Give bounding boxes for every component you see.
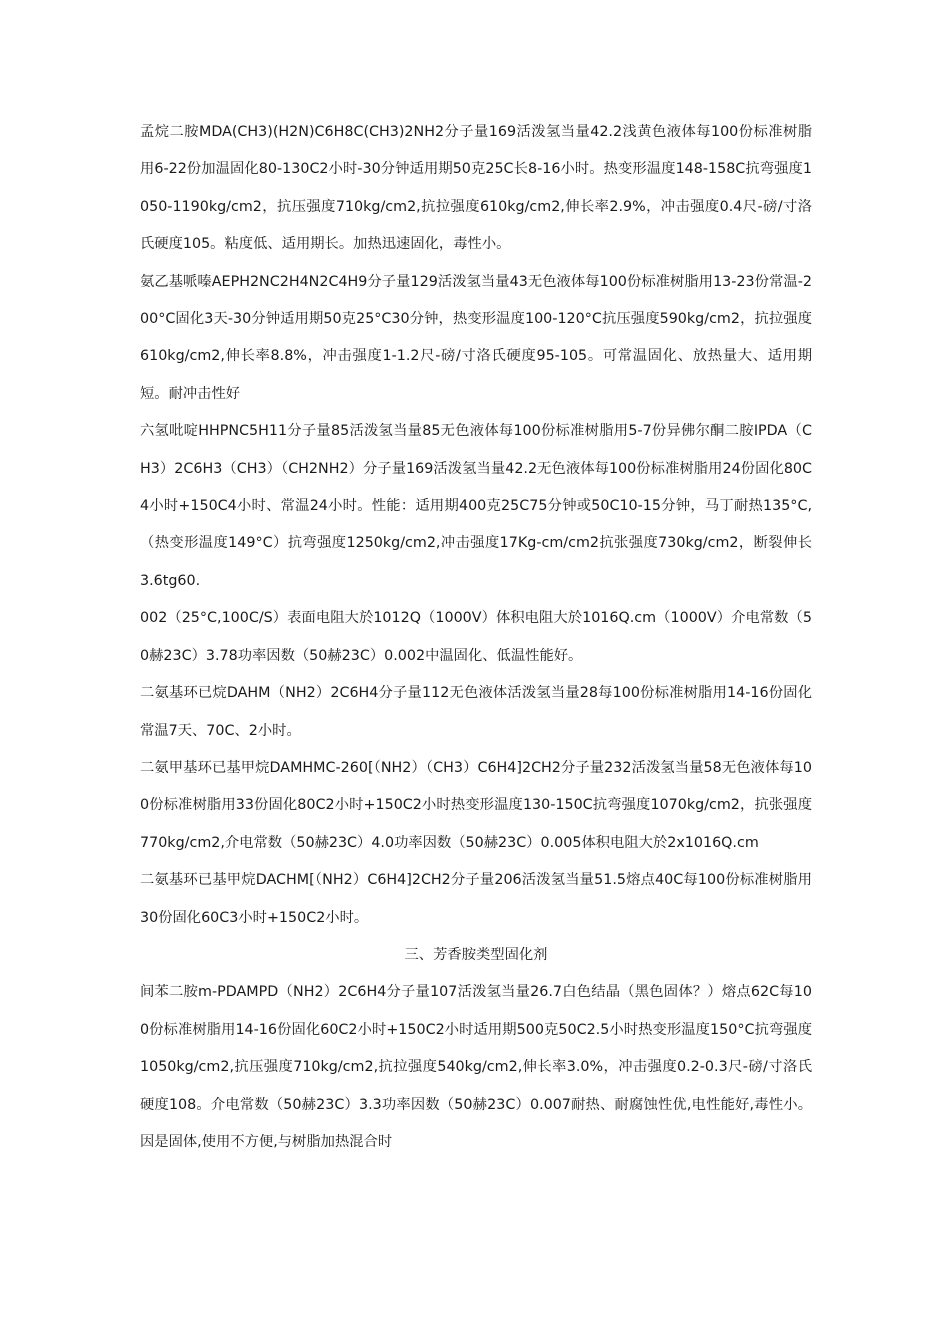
paragraph-electrical-properties: 002（25°C,100C/S）表面电阻大於1012Q（1000V）体积电阻大於1016Q.cm（1000V）介电常数（50赫23C）3.78功率因数（50赫23C）0.002中温固化、低温性能好。	[140, 610, 812, 664]
paragraph-aminoethylpiperazine: 氨乙基哌嗪AEPH2NC2H4N2C4H9分子量129活泼氢当量43无色液体每100份标准树脂用13-23份常温-200°C固化3天-30分钟适用期50克25°C30分钟，热变形温度100-120°C抗压强度590kg/cm2，抗拉强度610kg/cm2,伸长率8.8%，冲击强度1-1.2尺-磅/寸洛氏硬度95-105。可常温固化、放热量大、适用期短。耐冲击性好	[140, 273, 812, 402]
paragraph-damhm: 二氨甲基环已基甲烷DAMHMC-260[（NH2）（CH3）C6H4]2CH2分子量232活泼氢当量58无色液体每100份标准树脂用33份固化80C2小时+150C2小时热变形温度130-150C抗弯强度1070kg/cm2，抗张强度770kg/cm2,介电常数（50赫23C）4.0功率因数（50赫23C）0.005体积电阻大於2x1016Q.cm	[140, 759, 812, 851]
paragraph-hexahydropyridine-ipda: 六氢吡啶HHPNC5H11分子量85活泼氢当量85无色液体每100份标准树脂用5-7份异佛尔酮二胺IPDA（CH3）2C6H3（CH3）（CH2NH2）分子量169活泼氢当量42.2无色液体每100份标准树脂用24份固化80C4小时+150C4小时、常温24小时。性能：适用期400克25C75分钟或50C10-15分钟，马丁耐热135°C,（热变形温度149°C）抗弯强度1250kg/cm2,冲击强度17Kg-cm/cm2抗张强度730kg/cm2，断裂伸长3.6tg60.	[140, 423, 812, 589]
document-body	[140, 114, 812, 1161]
paragraph-diaminocyclohexane: 二氨基环已烷DAHM（NH2）2C6H4分子量112无色液体活泼氢当量28每100份标准树脂用14-16份固化常温7天、70C、2小时。	[140, 685, 812, 739]
paragraph-dachm: 二氨基环已基甲烷DACHM[（NH2）C6H4]2CH2分子量206活泼氢当量51.5熔点40C每100份标准树脂用30份固化60C3小时+150C2小时。	[140, 872, 812, 926]
paragraph-m-phenylenediamine: 间苯二胺m-PDAMPD（NH2）2C6H4分子量107活泼氢当量26.7白色结晶（黑色固体？）熔点62C每100份标准树脂用14-16份固化60C2小时+150C2小时适用期500克50C2.5小时热变形温度150°C抗弯强度1050kg/cm2,抗压强度710kg/cm2,抗拉强度540kg/cm2,伸长率3.0%，冲击强度0.2-0.3尺-磅/寸洛氏硬度108。介电常数（50赫23C）3.3功率因数（50赫23C）0.007耐热、耐腐蚀性优,电性能好,毒性小。因是固体,使用不方便,与树脂加热混合时	[140, 984, 812, 1150]
section-heading-aromatic-amines: 三、芳香胺类型固化剂	[404, 946, 548, 963]
paragraph-menthane-diamine: 孟烷二胺MDA(CH3)(H2N)C6H8C(CH3)2NH2分子量169活泼氢当量42.2浅黄色液体每100份标准树脂用6-22份加温固化80-130C2小时-30分钟适用期50克25C长8-16小时。热变形温度148-158C抗弯强度1050-1190kg/cm2，抗压强度710kg/cm2,抗拉强度610kg/cm2,伸长率2.9%，冲击强度0.4尺-磅/寸洛氏硬度105。粘度低、适用期长。加热迅速固化，毒性小。	[140, 124, 812, 253]
